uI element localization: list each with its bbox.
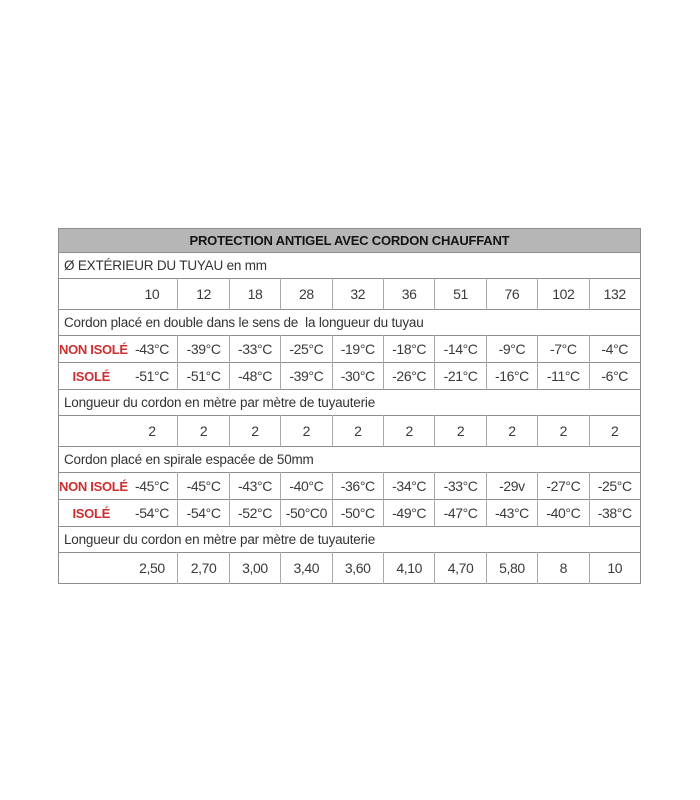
temp-cell: -47°C — [435, 500, 486, 527]
temp-cell: -33°C — [229, 336, 280, 363]
length-label: Longueur du cordon en mètre par mètre de tuyauterie — [64, 532, 375, 547]
spiral-non-isole-row — [59, 473, 641, 500]
empty-cell — [59, 279, 127, 310]
length-cell: 2 — [486, 416, 537, 447]
diameter-cell: 76 — [486, 279, 537, 310]
temp-cell: -19°C — [332, 336, 383, 363]
diameter-cell: 10 — [144, 286, 160, 302]
length-cell: 4,70 — [435, 553, 486, 584]
temp-cell: -49°C — [383, 500, 434, 527]
temp-cell: -29v — [486, 473, 537, 500]
diameter-cell: 32 — [332, 279, 383, 310]
temp-cell: -54°C — [134, 505, 169, 521]
spiral-length-label-row — [59, 527, 641, 553]
temp-cell: -25°C — [589, 473, 640, 500]
temp-cell: -50°C0 — [281, 500, 332, 527]
empty-cell — [59, 553, 127, 584]
diameter-cell: 36 — [383, 279, 434, 310]
table-title: PROTECTION ANTIGEL AVEC CORDON CHAUFFANT — [59, 229, 641, 253]
length-cell: 2,50 — [139, 560, 165, 576]
temp-cell: -27°C — [538, 473, 589, 500]
diameter-cell: 132 — [589, 279, 640, 310]
temp-cell: -33°C — [435, 473, 486, 500]
temp-cell: -43°C — [486, 500, 537, 527]
temp-cell: -36°C — [332, 473, 383, 500]
double-length-label-row — [59, 390, 641, 416]
temp-cell: -40°C — [281, 473, 332, 500]
length-cell: 3,40 — [281, 553, 332, 584]
double-non-isole-row — [59, 336, 641, 363]
temp-cell: -43°C — [134, 341, 169, 357]
temp-cell: -52°C — [229, 500, 280, 527]
section-double-label-row — [59, 310, 641, 336]
temp-cell: -39°C — [178, 336, 229, 363]
length-cell: 2 — [589, 416, 640, 447]
diameter-cell: 51 — [435, 279, 486, 310]
data-table — [58, 228, 641, 584]
length-cell: 5,80 — [486, 553, 537, 584]
temp-cell: -26°C — [383, 363, 434, 390]
length-cell: 3,60 — [332, 553, 383, 584]
temp-cell: -54°C — [178, 500, 229, 527]
diameter-header: Ø EXTÉRIEUR DU TUYAU en mm — [64, 258, 267, 273]
temp-cell: -9°C — [486, 336, 537, 363]
temp-cell: -30°C — [332, 363, 383, 390]
length-cell: 10 — [589, 553, 640, 584]
diameter-cell: 28 — [281, 279, 332, 310]
temp-cell: -45°C — [178, 473, 229, 500]
temp-cell: -34°C — [383, 473, 434, 500]
temp-cell: -18°C — [383, 336, 434, 363]
double-isole-row — [59, 363, 641, 390]
diameter-values-row — [59, 279, 641, 310]
row-label-non-isole: NON ISOLÉ — [59, 478, 128, 494]
row-label-isole: ISOLÉ — [72, 505, 110, 521]
section-spiral-label-row — [59, 447, 641, 473]
temp-cell: -48°C — [229, 363, 280, 390]
empty-cell — [59, 416, 127, 447]
temp-cell: -25°C — [281, 336, 332, 363]
row-label-isole: ISOLÉ — [72, 368, 110, 384]
length-label: Longueur du cordon en mètre par mètre de tuyauterie — [64, 395, 375, 410]
section-label: Cordon placé en spirale espacée de 50mm — [64, 452, 314, 467]
antifreeze-protection-table — [58, 228, 640, 584]
spiral-length-values-row — [59, 553, 641, 584]
length-cell: 2,70 — [178, 553, 229, 584]
table-title-row — [59, 229, 641, 253]
temp-cell: -14°C — [435, 336, 486, 363]
temp-cell: -45°C — [134, 478, 169, 494]
temp-cell: -38°C — [589, 500, 640, 527]
double-length-values-row — [59, 416, 641, 447]
temp-cell: -50°C — [332, 500, 383, 527]
length-cell: 2 — [435, 416, 486, 447]
temp-cell: -4°C — [589, 336, 640, 363]
length-cell: 2 — [178, 416, 229, 447]
diameter-cell: 102 — [538, 279, 589, 310]
temp-cell: -51°C — [178, 363, 229, 390]
length-cell: 2 — [229, 416, 280, 447]
length-cell: 8 — [538, 553, 589, 584]
length-cell: 2 — [332, 416, 383, 447]
diameter-cell: 18 — [229, 279, 280, 310]
length-cell: 4,10 — [383, 553, 434, 584]
temp-cell: -7°C — [538, 336, 589, 363]
temp-cell: -16°C — [486, 363, 537, 390]
row-label-non-isole: NON ISOLÉ — [59, 341, 128, 357]
temp-cell: -21°C — [435, 363, 486, 390]
diameter-cell: 12 — [178, 279, 229, 310]
temp-cell: -11°C — [538, 363, 589, 390]
section-label: Cordon placé en double dans le sens de la longueur du tuyau — [64, 315, 424, 330]
length-cell: 2 — [148, 423, 156, 439]
length-cell: 2 — [281, 416, 332, 447]
length-cell: 3,00 — [229, 553, 280, 584]
temp-cell: -43°C — [229, 473, 280, 500]
length-cell: 2 — [538, 416, 589, 447]
temp-cell: -40°C — [538, 500, 589, 527]
diameter-header-row — [59, 253, 641, 279]
temp-cell: -39°C — [281, 363, 332, 390]
spiral-isole-row — [59, 500, 641, 527]
temp-cell: -6°C — [589, 363, 640, 390]
temp-cell: -51°C — [134, 368, 169, 384]
length-cell: 2 — [383, 416, 434, 447]
